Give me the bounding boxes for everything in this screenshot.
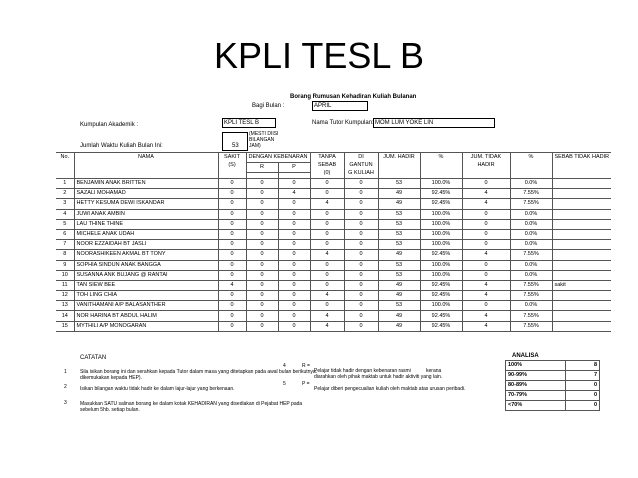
table-row [56,219,611,229]
cell-jum-hadir: 53 [378,301,420,311]
table-row [56,209,611,219]
header-jum-hadir: JUM. HADIR [378,153,420,179]
cell-sakit: 0 [218,240,246,250]
header-tanpa-sebab [310,153,344,179]
cell-pct2: 0.0% [510,301,552,311]
cell-sebab [552,219,611,229]
cell-p: 4 [278,189,310,199]
legend-text: diarahkan oleh pihak maktab untuk hadir aktiviti yang lain. [314,374,443,380]
cell-tanpa-sebab: 0 [310,179,344,189]
jumlah-label: Jumlah Waktu Kuliah Bulan Ini: [80,143,163,149]
legend-code: P = [302,381,310,387]
analisa-value: 0 [566,391,600,401]
cell-r: 0 [246,179,278,189]
cell-no: 7 [56,240,74,250]
cell-sebab [552,179,611,189]
header-sebab: SEBAB TIDAK HADIR [552,153,611,179]
cell-pct2: 7.55% [510,291,552,301]
cell-p: 0 [278,311,310,321]
cell-pct: 100.0% [420,301,462,311]
header-tanpa-line: SEBAB [317,162,337,168]
cell-tanpa-sebab: 0 [310,260,344,270]
cell-r: 0 [246,311,278,321]
cell-pct: 92.45% [420,250,462,260]
bagi-bulan-label: Bagi Bulan : [252,103,285,109]
cell-r: 0 [246,291,278,301]
table-row [56,250,611,260]
cell-nama: SAZALI MOHAMAD [74,189,218,199]
cell-p: 0 [278,301,310,311]
cell-tanpa-sebab: 4 [310,321,344,331]
cell-no: 1 [56,179,74,189]
analisa-row [506,381,600,391]
cell-digantung: 0 [344,219,378,229]
cell-pct2: 7.55% [510,311,552,321]
cell-p: 0 [278,199,310,209]
table-row [56,179,611,189]
cell-sakit: 0 [218,229,246,239]
cell-jum-hadir: 49 [378,189,420,199]
cell-r: 0 [246,199,278,209]
analisa-label: 70-79% [506,391,566,401]
cell-sebab [552,209,611,219]
cell-pct: 100.0% [420,219,462,229]
cell-jum-tidak-hadir: 4 [462,321,510,331]
analisa-heading: ANALISA [512,353,539,359]
cell-sakit: 0 [218,260,246,270]
header-sakit-line: (S) [228,162,236,168]
cell-nama: TOH LING CHIA [74,291,218,301]
cell-pct: 92.45% [420,280,462,290]
cell-tanpa-sebab: 0 [310,270,344,280]
cell-tanpa-sebab: 0 [310,240,344,250]
cell-jum-tidak-hadir: 4 [462,280,510,290]
cell-no: 2 [56,189,74,199]
cell-jum-tidak-hadir: 4 [462,291,510,301]
cell-p: 0 [278,209,310,219]
cell-r: 0 [246,219,278,229]
cell-pct: 92.45% [420,189,462,199]
cell-p: 0 [278,260,310,270]
table-row [56,301,611,311]
cell-digantung: 0 [344,199,378,209]
cell-no: 5 [56,219,74,229]
cell-nama: JUWI ANAK AMBIN [74,209,218,219]
cell-sebab [552,199,611,209]
cell-no: 3 [56,199,74,209]
cell-sebab [552,189,611,199]
analisa-row [506,361,600,371]
cell-jum-tidak-hadir: 4 [462,189,510,199]
analisa-value: 8 [566,361,600,371]
cell-no: 4 [56,209,74,219]
cell-nama: SOPHIA SINDUN ANAK BANGGA [74,260,218,270]
cell-jum-hadir: 53 [378,260,420,270]
cell-p: 0 [278,280,310,290]
cell-r: 0 [246,240,278,250]
cell-tanpa-sebab: 4 [310,199,344,209]
cell-pct2: 0.0% [510,260,552,270]
analisa-label: 100% [506,361,566,371]
cell-pct2: 7.55% [510,321,552,331]
analisa-label: <70% [506,401,566,411]
header-pct: % [420,153,462,179]
cell-nama: LAU THINE THINE [74,219,218,229]
cell-no: 10 [56,270,74,280]
cell-p: 0 [278,229,310,239]
cell-jum-tidak-hadir: 4 [462,250,510,260]
note-number: 3 [64,400,67,406]
cell-pct2: 0.0% [510,229,552,239]
note-1 [80,369,318,381]
cell-tanpa-sebab: 0 [310,229,344,239]
cell-digantung: 0 [344,321,378,331]
table-row [56,311,611,321]
cell-digantung: 0 [344,311,378,321]
legend-number: 4 [283,363,286,369]
cell-no: 11 [56,280,74,290]
cell-jum-tidak-hadir: 0 [462,260,510,270]
table-row [56,199,611,209]
cell-sebab [552,311,611,321]
analisa-value: 0 [566,381,600,391]
cell-r: 0 [246,301,278,311]
cell-jum-tidak-hadir: 0 [462,301,510,311]
cell-tanpa-sebab: 0 [310,209,344,219]
cell-pct: 100.0% [420,209,462,219]
cell-r: 0 [246,250,278,260]
cell-pct2: 7.55% [510,199,552,209]
table-row [56,229,611,239]
cell-tanpa-sebab: 0 [310,189,344,199]
cell-pct: 100.0% [420,179,462,189]
analisa-value: 0 [566,401,600,411]
cell-pct: 100.0% [420,240,462,250]
cell-jum-tidak-hadir: 0 [462,270,510,280]
note-text: Sila isikan borang ini dan serahkan kepada Tutor dalam masa yang ditetapkan pada awal bulan berikutnya. [80,369,318,375]
header-digantung [344,153,378,179]
legend-r [314,368,442,380]
tutor-label: Nama Tutor Kumpulan: [312,120,374,126]
cell-jum-hadir: 49 [378,250,420,260]
cell-no: 8 [56,250,74,260]
cell-p: 0 [278,179,310,189]
cell-pct2: 0.0% [510,270,552,280]
mesti-diisi-line: (MESTI DIISI [249,131,279,137]
cell-no: 14 [56,311,74,321]
cell-digantung: 0 [344,250,378,260]
cell-tanpa-sebab: 0 [310,219,344,229]
cell-sakit: 0 [218,179,246,189]
catatan-heading: CATATAN [80,355,107,361]
page-title: KPLI TESL B [213,35,425,76]
legend-code: R = [302,363,310,369]
cell-digantung: 0 [344,280,378,290]
cell-jum-hadir: 53 [378,229,420,239]
cell-sakit: 0 [218,270,246,280]
header-nama: NAMA [74,153,218,179]
cell-nama: NOORASHIKEEN AKMAL BT TONY [74,250,218,260]
cell-sebab [552,291,611,301]
attendance-table [56,152,611,332]
legend-number: 5 [283,381,286,387]
header-tanpa-line: TANPA [318,154,336,160]
form-title: Borang Rumusan Kehadiran Kuliah Bulanan [290,94,417,100]
cell-pct2: 0.0% [510,240,552,250]
cell-p: 0 [278,250,310,260]
header-digantung-line: DI [358,154,364,160]
cell-nama: NOOR EZZAIDAH BT JASLI [74,240,218,250]
cell-jum-hadir: 53 [378,179,420,189]
table-row [56,240,611,250]
cell-jum-hadir: 49 [378,199,420,209]
table-row [56,189,611,199]
cell-r: 0 [246,229,278,239]
cell-pct2: 7.55% [510,280,552,290]
cell-pct: 100.0% [420,229,462,239]
cell-jum-tidak-hadir: 4 [462,311,510,321]
cell-no: 12 [56,291,74,301]
cell-pct: 92.45% [420,311,462,321]
header-no: No. [56,153,74,179]
mesti-diisi-line: BILANGAN [249,137,275,143]
note-number: 1 [64,369,67,375]
cell-sebab: sakit [552,280,611,290]
cell-sakit: 0 [218,209,246,219]
cell-pct2: 0.0% [510,179,552,189]
cell-sebab [552,260,611,270]
cell-digantung: 0 [344,291,378,301]
cell-sakit: 0 [218,189,246,199]
analisa-label: 80-89% [506,381,566,391]
cell-tanpa-sebab: 4 [310,291,344,301]
header-digantung-line: G KULIAH [348,170,374,176]
cell-sakit: 0 [218,199,246,209]
cell-sebab [552,229,611,239]
cell-pct: 92.45% [420,199,462,209]
cell-p: 0 [278,240,310,250]
cell-p: 0 [278,291,310,301]
cell-tanpa-sebab: 4 [310,311,344,321]
cell-jum-tidak-hadir: 0 [462,229,510,239]
cell-jum-hadir: 53 [378,209,420,219]
cell-tanpa-sebab: 4 [310,250,344,260]
cell-nama: HETTY KESUMA DEWI ISKANDAR [74,199,218,209]
cell-pct2: 0.0% [510,219,552,229]
note-text: dikemukakan kepada HEP). [80,375,142,381]
header-pct2: % [510,153,552,179]
cell-sebab [552,250,611,260]
cell-jum-hadir: 53 [378,219,420,229]
table-row [56,321,611,331]
cell-r: 0 [246,321,278,331]
cell-jum-tidak-hadir: 0 [462,240,510,250]
cell-no: 15 [56,321,74,331]
table-row [56,260,611,270]
cell-tanpa-sebab: 0 [310,301,344,311]
cell-nama: NOR HARINA BT ABDUL HALIM [74,311,218,321]
analisa-row [506,371,600,381]
cell-no: 6 [56,229,74,239]
tutor-value: MOM LUM YOKE LIN [375,120,434,126]
note-3 [80,401,302,413]
cell-pct: 100.0% [420,270,462,280]
cell-sakit: 0 [218,301,246,311]
header-sakit-line: SAKIT [224,154,240,160]
cell-sebab [552,321,611,331]
cell-p: 0 [278,270,310,280]
bagi-bulan-value: APRIL [314,103,332,109]
cell-sebab [552,270,611,280]
header-jum-tidak-hadir [462,153,510,179]
cell-digantung: 0 [344,240,378,250]
header-sakit [218,153,246,179]
cell-sakit: 0 [218,250,246,260]
cell-pct2: 7.55% [510,189,552,199]
cell-pct: 100.0% [420,260,462,270]
cell-digantung: 0 [344,229,378,239]
cell-jum-tidak-hadir: 0 [462,209,510,219]
kumpulan-label: Kumpulan Akademik : [80,122,139,128]
note-text: Masukkan SATU salinan borang ke dalam kotak KEHADIRAN yang disediakan di Pejabat HEP pada [80,401,303,407]
cell-sakit: 0 [218,219,246,229]
note-text: sebelum 5hb. setiap bulan. [80,407,140,413]
cell-r: 0 [246,209,278,219]
cell-sakit: 0 [218,321,246,331]
table-row [56,280,611,290]
analisa-table [505,360,600,411]
cell-no: 9 [56,260,74,270]
cell-r: 0 [246,260,278,270]
cell-pct2: 7.55% [510,250,552,260]
header-p: P [278,163,310,173]
cell-nama: TAN SIEW BEE [74,280,218,290]
header-tidak-line: HADIR [477,162,495,168]
cell-jum-tidak-hadir: 0 [462,219,510,229]
kumpulan-value: KPLI TESL B [224,120,260,126]
cell-no: 13 [56,301,74,311]
cell-nama: SUSANNA ANK BUJANG @ RANTAI [74,270,218,280]
cell-sebab [552,240,611,250]
cell-sebab [552,301,611,311]
cell-jum-hadir: 49 [378,291,420,301]
analisa-label: 90-99% [506,371,566,381]
cell-sakit: 0 [218,311,246,321]
cell-jum-hadir: 49 [378,321,420,331]
cell-p: 0 [278,321,310,331]
table-row [56,270,611,280]
legend-text: Pelajar tidak hadir dengan kebenaran rasmi [314,368,411,374]
table-row [56,291,611,301]
cell-jum-tidak-hadir: 4 [462,199,510,209]
cell-sakit: 4 [218,280,246,290]
cell-nama: BENJAMIN ANAK BRITTEN [74,179,218,189]
cell-jum-hadir: 53 [378,270,420,280]
header-tanpa-line: (0) [323,170,331,176]
cell-digantung: 0 [344,270,378,280]
cell-jum-hadir: 49 [378,280,420,290]
cell-digantung: 0 [344,209,378,219]
cell-nama: MYTHILI A/P MONOGARAN [74,321,218,331]
cell-digantung: 0 [344,179,378,189]
mesti-diisi-line: JAM) [249,143,261,149]
cell-jum-tidak-hadir: 0 [462,179,510,189]
cell-nama: MICHELE ANAK UDAH [74,229,218,239]
cell-tanpa-sebab: 0 [310,280,344,290]
cell-jum-hadir: 49 [378,311,420,321]
cell-pct: 92.45% [420,291,462,301]
cell-jum-hadir: 53 [378,240,420,250]
note-2: Isikan bilangan waktu tidak hadir ke dalam lajur-lajur yang berkenaan. [80,386,235,392]
header-tidak-line: JUM. TIDAK [470,154,502,160]
cell-pct2: 0.0% [510,209,552,219]
analisa-value: 7 [566,371,600,381]
analisa-row [506,391,600,401]
header-digantung-line: GANTUN [349,162,373,168]
legend-p: Pelajar diberi pengecualian kuliah oleh maktab atas urusan peribadi. [314,386,466,392]
cell-p: 0 [278,219,310,229]
jumlah-value: 53 [232,143,239,149]
cell-digantung: 0 [344,301,378,311]
cell-r: 0 [246,270,278,280]
analisa-row [506,401,600,411]
cell-r: 0 [246,189,278,199]
header-kebenaran: DENGAN KEBENARAN [246,153,310,163]
cell-sakit: 0 [218,291,246,301]
mesti-diisi-note [249,131,278,149]
cell-digantung: 0 [344,189,378,199]
cell-r: 0 [246,280,278,290]
legend-extra: kerana [426,368,442,374]
cell-digantung: 0 [344,260,378,270]
cell-nama: VANITHAMANI A/P BALASANTHER [74,301,218,311]
cell-pct: 92.45% [420,321,462,331]
header-r: R [246,163,278,173]
note-number: 2 [64,384,67,390]
